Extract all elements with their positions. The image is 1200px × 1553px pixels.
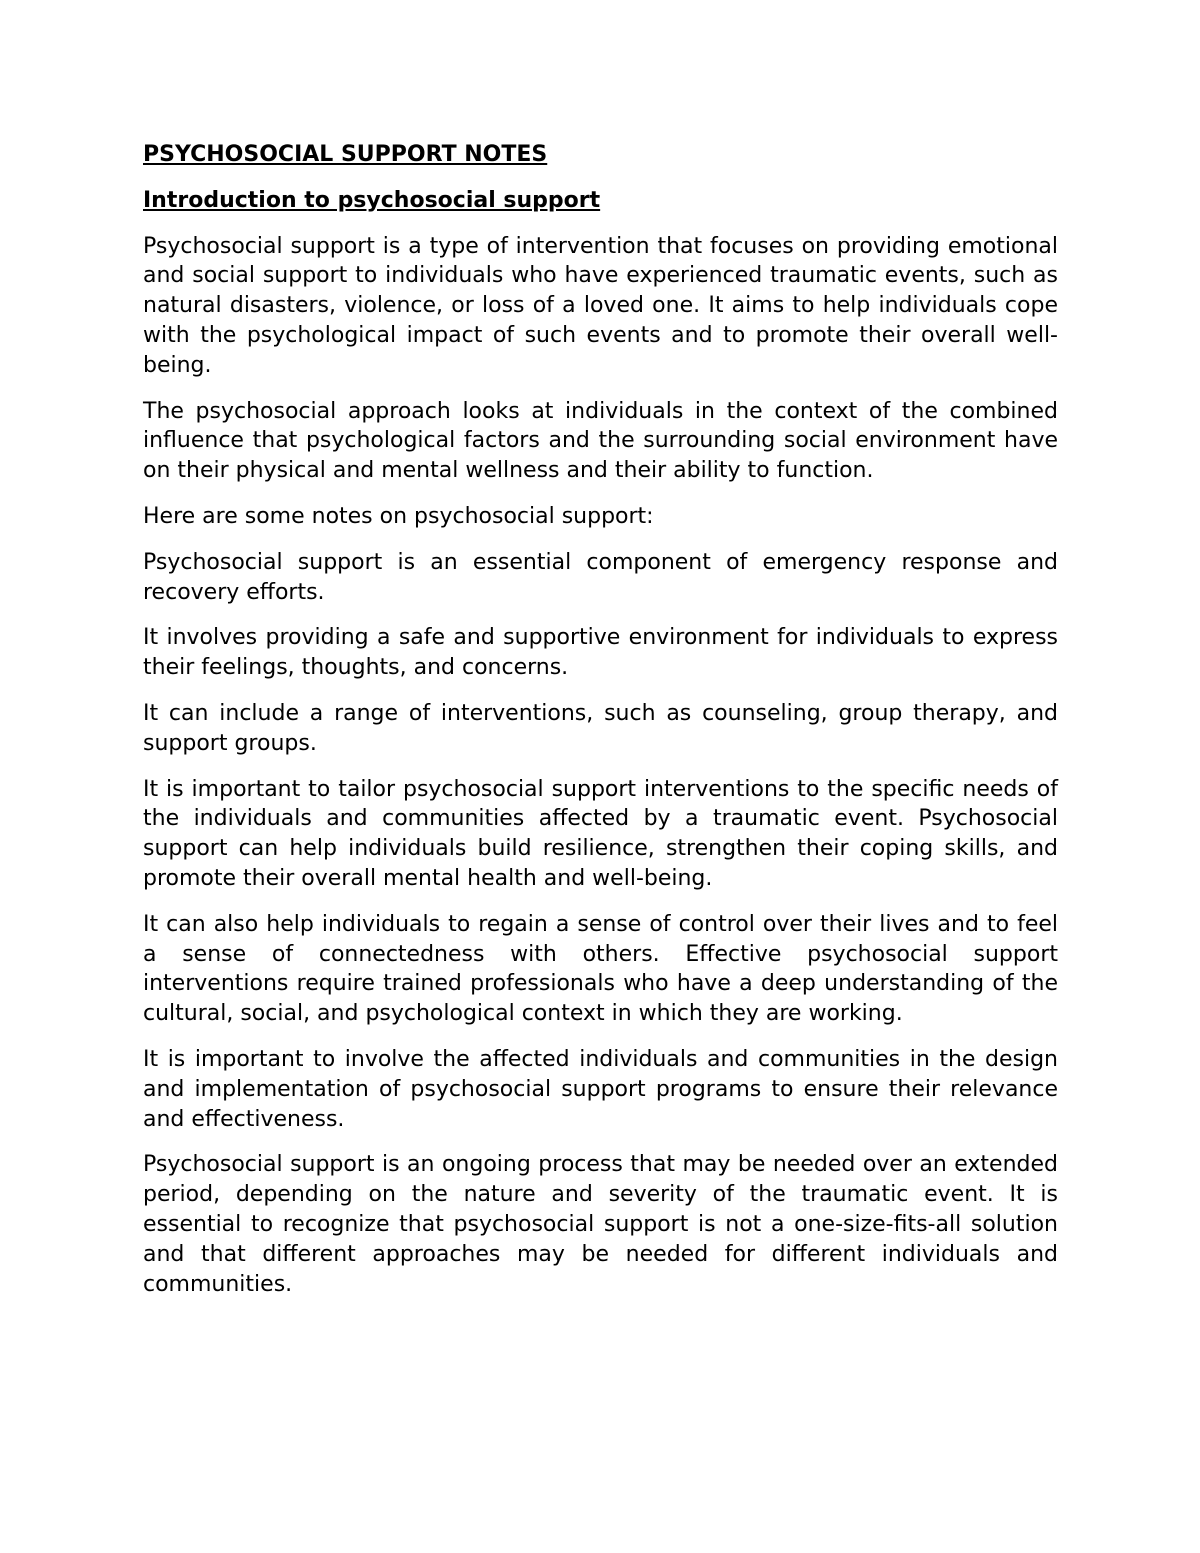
document-title: PSYCHOSOCIAL SUPPORT NOTES xyxy=(143,142,548,167)
paragraph-ongoing-process: Psychosocial support is an ongoing process that may be needed over an extended period, depending on the nature and severity of the traumatic event. It is essential to recognize that psychosocial support is not a one-size-fits-all solution and that different approaches may be needed for different individuals and communities. xyxy=(143,1152,1058,1297)
paragraph-psychosocial-approach: The psychosocial approach looks at individuals in the context of the combined influence that psychological factors and the surrounding social environment have on their physical and mental wellness and their ability to function. xyxy=(143,398,1058,484)
document-page xyxy=(143,140,1058,1315)
paragraph-intro-definition: Psychosocial support is a type of intervention that focuses on providing emotional and social support to individuals who have experienced traumatic events, such as natural disasters, violence, or loss of a loved one. It aims to help individuals cope with the psychological impact of such events and to promote their overall well-being. xyxy=(143,233,1058,378)
paragraph-involve-communities: It is important to involve the affected individuals and communities in the design and implementation of psychosocial support programs to ensure their relevance and effectiveness. xyxy=(143,1046,1058,1132)
paragraph-notes-lead: Here are some notes on psychosocial support: xyxy=(143,503,654,529)
paragraph-emergency-component: Psychosocial support is an essential component of emergency response and recovery efforts. xyxy=(143,549,1058,605)
paragraph-safe-environment: It involves providing a safe and supportive environment for individuals to express their feelings, thoughts, and concerns. xyxy=(143,625,1058,681)
paragraph-interventions-range: It can include a range of interventions, such as counseling, group therapy, and support groups. xyxy=(143,700,1058,756)
paragraph-tailor-interventions: It is important to tailor psychosocial support interventions to the specific needs of the individuals and communities affected by a traumatic event. Psychosocial support can help individuals build resilience, strengthen their coping skills, and promote their overall mental health and well-being. xyxy=(143,776,1058,891)
paragraph-sense-of-control: It can also help individuals to regain a sense of control over their lives and to feel a sense of connectedness with others. Effective psychosocial support interventions require trained professionals who have a deep understanding of the cultural, social, and psychological context in which they are working. xyxy=(143,911,1058,1027)
section-heading: Introduction to psychosocial support xyxy=(143,187,601,213)
